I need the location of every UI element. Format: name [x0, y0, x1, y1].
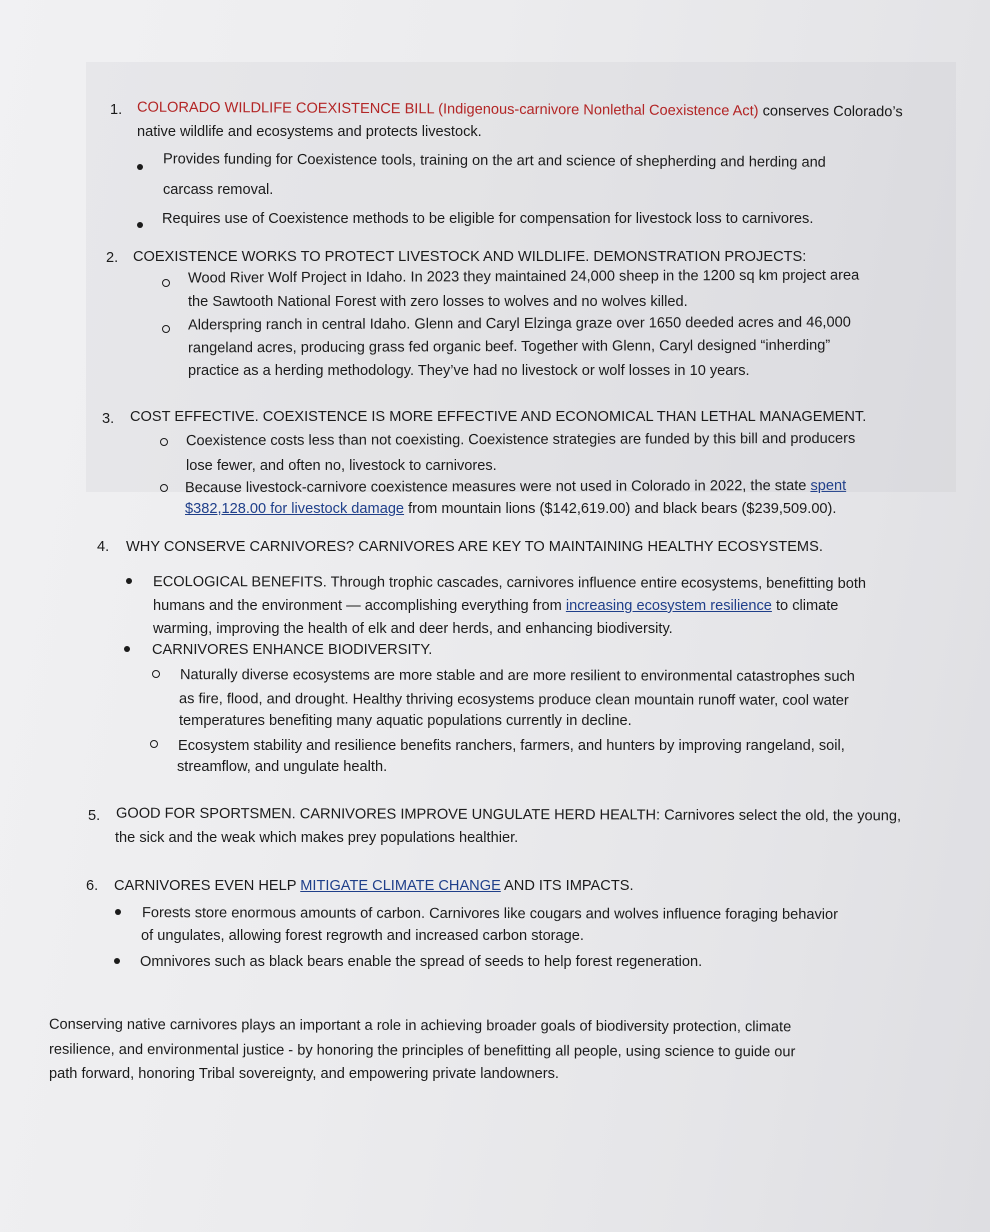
item-2-sub-2-cont2: practice as a herding methodology. They’ve had no livestock or wolf losses in 10 years.	[188, 363, 750, 379]
item-5-line-1: GOOD FOR SPORTSMEN. CARNIVORES IMPROVE UNGULATE HERD HEALTH: Carnivores select the old, the young,	[115, 805, 902, 825]
item-1-bullet-1: Provides funding for Coexistence tools, training on the art and science of shepherding and herding and	[162, 151, 826, 171]
sub-bullet-icon	[150, 740, 158, 748]
bill-name: COLORADO WILDLIFE COEXISTENCE BILL (Indigenous-carnivore Nonlethal Coexistence Act)	[136, 99, 759, 120]
item-2-number: 2.	[106, 250, 119, 266]
item-3-title: COST EFFECTIVE. COEXISTENCE IS MORE EFFECTIVE AND ECONOMICAL THAN LETHAL MANAGEMENT.	[130, 409, 867, 425]
item-3-sub-1: Coexistence costs less than not coexisting. Coexistence strategies are funded by this bill and producers	[185, 430, 856, 450]
item-5-number: 5.	[88, 808, 101, 824]
item-4-bullet-1-cont: humans and the environment — accomplishing everything from increasing ecosystem resilience to climate	[153, 598, 839, 614]
ecosystem-resilience-link[interactable]: increasing ecosystem resilience	[565, 598, 772, 614]
bullet-icon	[137, 222, 143, 228]
item-4-sub-2-cont: streamflow, and ungulate health.	[177, 759, 388, 775]
item-4-sub-1-cont2: temperatures benefiting many aquatic populations currently in decline.	[179, 713, 632, 729]
item-4-sub-2: Ecosystem stability and resilience benefits ranchers, farmers, and hunters by improving rangeland, soil,	[178, 738, 845, 754]
item-6-title: CARNIVORES EVEN HELP MITIGATE CLIMATE CHANGE AND ITS IMPACTS.	[114, 878, 634, 894]
item-6-bullet-2: Omnivores such as black bears enable the spread of seeds to help forest regeneration.	[140, 954, 703, 970]
item-6-number: 6.	[86, 878, 99, 894]
item-3-sub-2: Because livestock-carnivore coexistence measures were not used in Colorado in 2022, the state spent	[184, 477, 847, 497]
item-2-sub-2: Alderspring ranch in central Idaho. Glenn and Caryl Elzinga graze over 1650 deeded acres and 46,000	[187, 314, 851, 334]
bullet-icon	[114, 958, 120, 964]
climate-change-link[interactable]: MITIGATE CLIMATE CHANGE	[300, 878, 501, 894]
item-6-bullet-1: Forests store enormous amounts of carbon. Carnivores like cougars and wolves influence foraging behavior	[141, 905, 839, 923]
item-1-number: 1.	[110, 102, 123, 118]
item-1-title: COLORADO WILDLIFE COEXISTENCE BILL (Indigenous-carnivore Nonlethal Coexistence Act) conserves Colorado’s	[136, 99, 903, 121]
bullet-icon	[126, 578, 132, 584]
item-3-number: 3.	[102, 411, 115, 427]
livestock-damage-link[interactable]: $382,128.00 for livestock damage	[185, 501, 405, 517]
item-6-bullet-1-cont: of ungulates, allowing forest regrowth and increased carbon storage.	[141, 928, 584, 944]
item-1-bullet-1-cont: carcass removal.	[163, 182, 274, 198]
sub-bullet-icon	[160, 438, 168, 446]
sub-bullet-icon	[162, 325, 170, 333]
sub-bullet-icon	[160, 484, 168, 492]
item-4-bullet-1: ECOLOGICAL BENEFITS. Through trophic cascades, carnivores influence entire ecosystems, benefitting both	[152, 574, 867, 592]
item-2-title: COEXISTENCE WORKS TO PROTECT LIVESTOCK AND WILDLIFE. DEMONSTRATION PROJECTS:	[133, 249, 807, 265]
item-4-title: WHY CONSERVE CARNIVORES? CARNIVORES ARE KEY TO MAINTAINING HEALTHY ECOSYSTEMS.	[126, 539, 823, 555]
bullet-icon	[137, 164, 143, 170]
item-3-sub-1-cont: lose fewer, and often no, livestock to carnivores.	[186, 458, 497, 474]
item-4-sub-1-cont: as fire, flood, and drought. Healthy thriving ecosystems produce clean mountain runoff water, cool water	[178, 691, 849, 709]
item-2-sub-1-cont: the Sawtooth National Forest with zero losses to wolves and no wolves killed.	[188, 294, 688, 310]
item-5-line-2: the sick and the weak which makes prey populations healthier.	[115, 830, 519, 846]
bullet-icon	[124, 646, 130, 652]
closing-line-1: Conserving native carnivores plays an important a role in achieving broader goals of biodiversity protection, climate	[48, 1016, 792, 1036]
item-1-bullet-2: Requires use of Coexistence methods to be eligible for compensation for livestock loss to carnivores.	[162, 211, 814, 227]
item-4-sub-1: Naturally diverse ecosystems are more stable and are more resilient to environmental catastrophes such	[179, 667, 855, 685]
item-2-sub-1: Wood River Wolf Project in Idaho. In 2023 they maintained 24,000 sheep in the 1200 sq km project area	[187, 267, 860, 287]
spent-link[interactable]: spent	[810, 477, 847, 494]
item-1-title-line2: native wildlife and ecosystems and protects livestock.	[137, 124, 482, 140]
item-2-sub-2-cont: rangeland acres, producing grass fed organic beef. Together with Glenn, Caryl designed “inherding”	[187, 337, 831, 357]
closing-line-3: path forward, honoring Tribal sovereignty, and empowering private landowners.	[49, 1066, 559, 1082]
item-4-bullet-1-cont2: warming, improving the health of elk and deer herds, and enhancing biodiversity.	[153, 621, 673, 637]
item-4-bullet-2: CARNIVORES ENHANCE BIODIVERSITY.	[152, 642, 433, 658]
item-3-sub-2-cont: $382,128.00 for livestock damage from mountain lions ($142,619.00) and black bears ($239,509.00).	[185, 501, 837, 517]
sub-bullet-icon	[162, 279, 170, 287]
sub-bullet-icon	[152, 670, 160, 678]
bullet-icon	[115, 909, 121, 915]
item-4-number: 4.	[97, 539, 110, 555]
closing-line-2: resilience, and environmental justice - by honoring the principles of benefitting all people, using science to guide our	[48, 1041, 796, 1061]
